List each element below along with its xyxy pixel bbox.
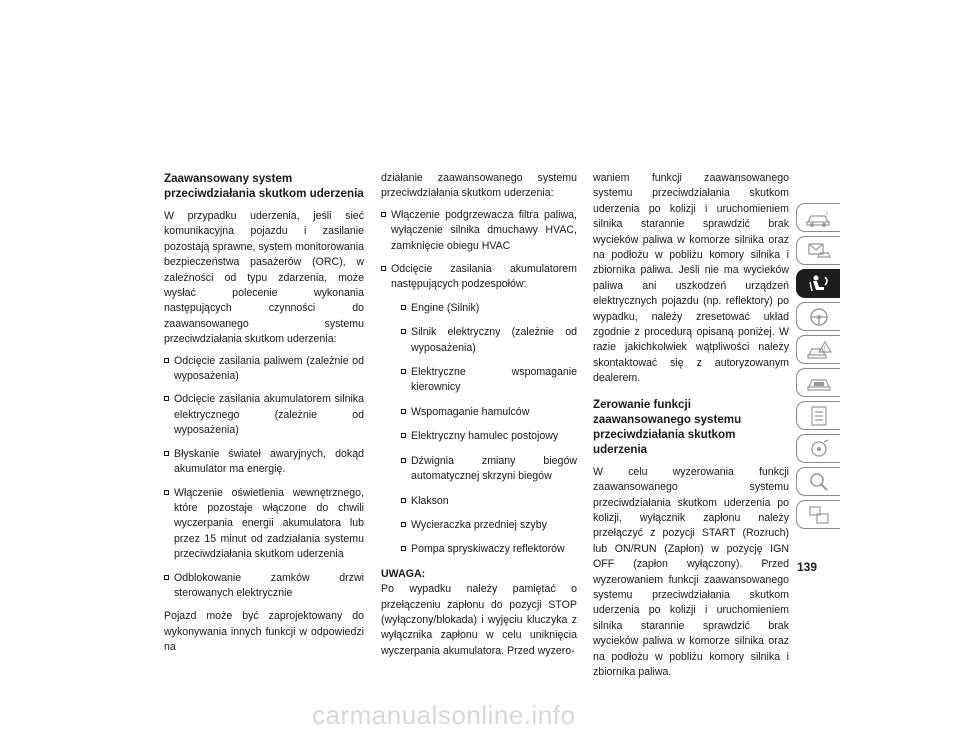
checkbox-bullet-icon bbox=[401, 458, 406, 463]
bullet-list bbox=[381, 208, 577, 558]
chapter-tabs bbox=[796, 203, 840, 533]
sub-list-item: Elektryczny hamulec postojowy bbox=[401, 429, 577, 444]
tab-introduction[interactable] bbox=[796, 203, 840, 232]
sub-list-item: Klakson bbox=[401, 494, 577, 509]
checklist-icon bbox=[804, 405, 834, 427]
tab-emergency[interactable] bbox=[796, 335, 840, 364]
section-heading: Zaawansowany system przeciwdziałania skutkom uderzenia bbox=[164, 172, 364, 200]
svg-text:i: i bbox=[825, 207, 828, 217]
tab-starting-operating[interactable] bbox=[796, 302, 840, 331]
list-item: Odcięcie zasilania akumulatorem następujących podzespołów: Engine (Silnik) Silnik elektryczny (zależnie od wyposażenia) Elektryczne wspomaganie kierownicy Wspomaganie hamulców Elektryczny hamulec postojowy Dźwignia zmiany biegów automatycznej skrzyni biegów Klakson Wycieraczka przedniej szyby Pompa spryskiwaczy reflektorów bbox=[381, 262, 577, 558]
car-info-icon bbox=[804, 207, 834, 229]
steering-wheel-icon bbox=[804, 306, 834, 328]
sub-list-item: Silnik elektryczny (zależnie od wyposażenia) bbox=[401, 325, 577, 356]
paragraph: W celu wyzerowania funkcji zaawansowanego systemu przeciwdziałania skutkom uderzenia po kolizji, wyłącznik zapłonu należy przełączyć z pozycji START (Rozruch) lub ON/RUN (Zapłon) w pozycję IGN OFF (zapłon wyłączony). Przed wyzerowaniem funkcji zaawansowanego systemu przeciwdziałania skutkom uderzenia po kolizji i uruchomieniem silnika starannie sprawdzić brak wycieków paliwa w komorze silnika oraz na podłożu w pobliżu komory silnika i zbiornika paliwa. bbox=[593, 465, 789, 678]
paragraph: W przypadku uderzenia, jeśli sieć komunikacyjna pojazdu i zasilanie pozostają sprawne, system monitorowania bezpieczeństwa pasażerów (ORC), w zależności od typu zdarzenia, może wysłać polecenie wykonania następujących czynności do zaawansowanego systemu przeciwdziałania skutkom uderzenia: bbox=[164, 210, 364, 346]
svg-text:!: ! bbox=[823, 345, 825, 353]
tab-index[interactable] bbox=[796, 467, 840, 496]
sub-list-item: Dźwignia zmiany biegów automatycznej skrzyni biegów bbox=[401, 454, 577, 485]
checkbox-bullet-icon bbox=[401, 522, 406, 527]
paragraph: waniem funkcji zaawansowanego systemu przeciwdziałania skutkom uderzenia po kolizji i uruchomieniem silnika starannie sprawdzić brak wycieków paliwa w komorze silnika oraz na podłożu w pobliżu komory silnika i zbiornika paliwa. Jeśli nie ma wycieków paliwa ani uszkodzeń urządzeń elektrycznych pojazdu (np. reflektory) po wypadku, należy zresetować układ zgodnie z procedurą opisaną poniżej. W razie jakichkolwiek wątpliwości należy skontaktować się z autoryzowanym dealerem. bbox=[593, 172, 789, 385]
paragraph: działanie zaawansowanego systemu przeciwdziałania skutkom uderzenia: bbox=[381, 172, 577, 200]
note-label: UWAGA: bbox=[381, 567, 426, 580]
airbag-seat-icon bbox=[804, 273, 834, 295]
sub-list-item: Wycieraczka przedniej szyby bbox=[401, 518, 577, 533]
list-item: Włączenie oświetlenia wewnętrznego, które pozostaje włączone do chwili wyczerpania energii akumulatora lub przez 15 minut od zadziałania systemu przeciwdziałania skutkom uderzenia bbox=[164, 486, 364, 563]
language-icon bbox=[804, 504, 834, 526]
checkbox-bullet-icon bbox=[401, 329, 406, 334]
checkbox-bullet-icon bbox=[401, 433, 406, 438]
column-3 bbox=[593, 171, 789, 686]
page-number: 139 bbox=[797, 560, 818, 574]
sub-list-item: Elektryczne wspomaganie kierownicy bbox=[401, 365, 577, 396]
column-2 bbox=[381, 171, 577, 665]
note-text: Po wypadku należy pamiętać o przełączeniu zapłonu do pozycji STOP (wyłączony/blokada) i wyjęciu kluczyka z wyłącznika zapłonu w celu uniknięcia wyczerpania akumulatora. Przed wyzero- bbox=[381, 583, 577, 657]
tab-servicing[interactable] bbox=[796, 368, 840, 397]
list-item: Odcięcie zasilania akumulatorem silnika elektrycznego (zależnie od wyposażenia) bbox=[164, 392, 364, 438]
sub-list-item: Pompa spryskiwaczy reflektorów bbox=[401, 542, 577, 557]
tab-getting-to-know[interactable] bbox=[796, 236, 840, 265]
tab-languages[interactable] bbox=[796, 500, 840, 529]
checkbox-bullet-icon bbox=[401, 369, 406, 374]
multimedia-icon bbox=[804, 438, 834, 460]
tab-safety[interactable] bbox=[796, 269, 840, 298]
list-item: Odcięcie zasilania paliwem (zależnie od wyposażenia) bbox=[164, 354, 364, 385]
watermark: carmanualsonline.info bbox=[312, 700, 576, 730]
list-item: Odblokowanie zamków drzwi sterowanych elektrycznie bbox=[164, 571, 364, 602]
sub-list bbox=[391, 301, 577, 558]
tab-multimedia[interactable] bbox=[796, 434, 840, 463]
checkbox-bullet-icon bbox=[401, 409, 406, 414]
envelope-car-icon bbox=[804, 240, 834, 262]
search-magnifier-icon bbox=[804, 471, 834, 493]
car-service-icon bbox=[804, 372, 834, 394]
tab-technical-specs[interactable] bbox=[796, 401, 840, 430]
section-heading: Zerowanie funkcji zaawansowanego systemu przeciwdziałania skutkom uderzenia bbox=[593, 397, 742, 456]
checkbox-bullet-icon bbox=[164, 490, 169, 495]
checkbox-bullet-icon bbox=[381, 266, 386, 271]
checkbox-bullet-icon bbox=[401, 498, 406, 503]
paragraph: Pojazd może być zaprojektowany do wykonywania innych funkcji w odpowiedzi na bbox=[164, 610, 364, 654]
checkbox-bullet-icon bbox=[401, 305, 406, 310]
checkbox-bullet-icon bbox=[164, 358, 169, 363]
checkbox-bullet-icon bbox=[164, 396, 169, 401]
sub-list-item: Wspomaganie hamulców bbox=[401, 405, 577, 420]
bullet-list bbox=[164, 354, 364, 602]
checkbox-bullet-icon bbox=[401, 546, 406, 551]
list-item: Błyskanie świateł awaryjnych, dokąd akumulator ma energię. bbox=[164, 447, 364, 478]
sub-list-item: Engine (Silnik) bbox=[401, 301, 577, 316]
car-warning-icon bbox=[804, 339, 834, 361]
list-item: Włączenie podgrzewacza filtra paliwa, wyłączenie silnika dmuchawy HVAC, zamknięcie obiegu HVAC bbox=[381, 208, 577, 254]
checkbox-bullet-icon bbox=[164, 575, 169, 580]
checkbox-bullet-icon bbox=[381, 212, 386, 217]
column-1 bbox=[164, 171, 364, 662]
checkbox-bullet-icon bbox=[164, 451, 169, 456]
